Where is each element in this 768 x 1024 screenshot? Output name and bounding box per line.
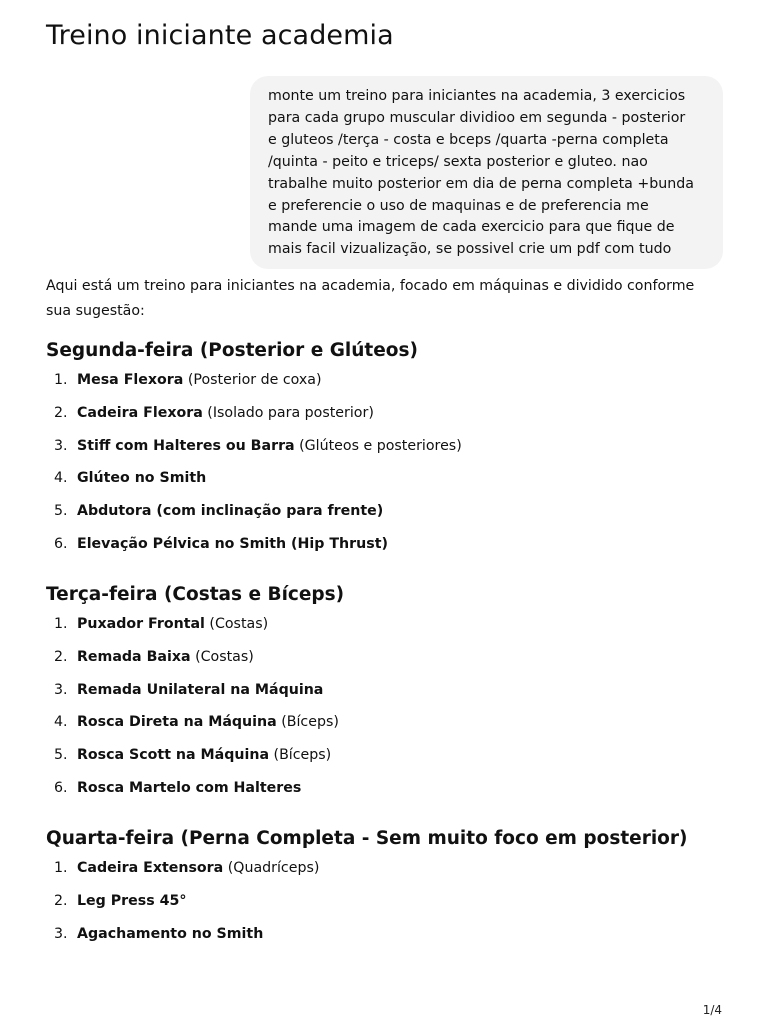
section-tuesday xyxy=(46,584,344,811)
list-item: 6. Rosca Martelo com Halteres xyxy=(54,779,302,796)
exercise-note: (Quadríceps) xyxy=(223,860,320,876)
page-title: Treino iniciante academia xyxy=(46,20,394,51)
exercise-name: Cadeira Extensora xyxy=(77,860,224,876)
list-item: 2. Leg Press 45° xyxy=(54,892,187,909)
list-item: 1. Mesa Flexora (Posterior de coxa) xyxy=(54,372,322,388)
list-item: 3. Remada Unilateral na Máquina xyxy=(54,681,324,698)
user-message-bubble xyxy=(250,76,723,269)
user-message-text: monte um treino para iniciantes na academia, 3 exercicios para cada grupo muscular dividioo em segunda - posterior e gluteos /terça - costa e bceps /quarta -perna completa /quinta - peito e triceps/ sexta posterior e gluteo. nao trabalhe muito posterior em dia de perna completa +bunda e preferencie o uso de maquinas e de preferencia me mande uma imagem de cada exercicio para que fique de mais facil vizualização, se possivel crie um pdf com tudo xyxy=(268,88,694,258)
response-intro: Aqui está um treino para iniciantes na academia, focado em máquinas e dividido conforme sua sugestão: xyxy=(46,278,695,319)
exercise-note: (Bíceps) xyxy=(276,714,339,731)
list-item: 5. Rosca Scott na Máquina (Bíceps) xyxy=(54,747,332,764)
list-item: 3. Agachamento no Smith xyxy=(54,925,264,942)
list-item: 3. Stiff com Halteres ou Barra (Glúteos e posteriores) xyxy=(54,437,462,454)
exercise-name: Rosca Scott na Máquina xyxy=(77,747,270,764)
list-item: 4. Glúteo no Smith xyxy=(54,470,207,487)
list-item: 2. Cadeira Flexora (Isolado para posterior) xyxy=(54,404,374,421)
section-heading: Segunda-feira (Posterior e Glúteos) xyxy=(46,340,418,361)
exercise-list xyxy=(46,370,462,567)
exercise-name: Mesa Flexora xyxy=(77,372,184,388)
exercise-note: (Isolado para posterior) xyxy=(202,404,374,421)
list-item: 2. Remada Baixa (Costas) xyxy=(54,648,254,665)
exercise-name: Cadeira Flexora xyxy=(77,404,203,421)
list-item: 5. Abdutora (com inclinação para frente) xyxy=(54,503,384,520)
list-item: 1. Puxador Frontal (Costas) xyxy=(54,616,269,632)
section-monday xyxy=(46,340,462,567)
page-number: 1/4 xyxy=(702,1003,722,1017)
exercise-note: (Glúteos e posteriores) xyxy=(294,437,462,454)
exercise-name: Remada Baixa xyxy=(77,648,191,665)
exercise-list xyxy=(46,614,344,811)
exercise-name: Leg Press 45° xyxy=(77,892,187,909)
exercise-note: (Bíceps) xyxy=(269,747,332,764)
exercise-name: Glúteo no Smith xyxy=(77,470,207,487)
exercise-name: Puxador Frontal xyxy=(77,616,205,632)
exercise-name: Abdutora (com inclinação para frente) xyxy=(77,503,384,520)
section-heading: Terça-feira (Costas e Bíceps) xyxy=(46,584,345,605)
list-item: 6. Elevação Pélvica no Smith (Hip Thrust) xyxy=(54,535,388,552)
section-heading: Quarta-feira (Perna Completa - Sem muito foco em posterior) xyxy=(46,828,688,849)
section-wednesday xyxy=(46,828,687,956)
exercise-name: Remada Unilateral na Máquina xyxy=(77,681,324,698)
exercise-name: Agachamento no Smith xyxy=(77,925,264,942)
exercise-name: Rosca Martelo com Halteres xyxy=(77,779,302,796)
exercise-name: Rosca Direta na Máquina xyxy=(77,714,277,731)
exercise-name: Elevação Pélvica no Smith (Hip Thrust) xyxy=(77,535,388,552)
exercise-note: (Costas) xyxy=(204,616,269,632)
exercise-name: Stiff com Halteres ou Barra xyxy=(77,437,295,454)
list-item: 1. Cadeira Extensora (Quadríceps) xyxy=(54,860,320,876)
exercise-note: (Costas) xyxy=(190,648,254,665)
exercise-list xyxy=(46,858,687,956)
exercise-note: (Posterior de coxa) xyxy=(183,372,322,388)
list-item: 4. Rosca Direta na Máquina (Bíceps) xyxy=(54,714,339,731)
